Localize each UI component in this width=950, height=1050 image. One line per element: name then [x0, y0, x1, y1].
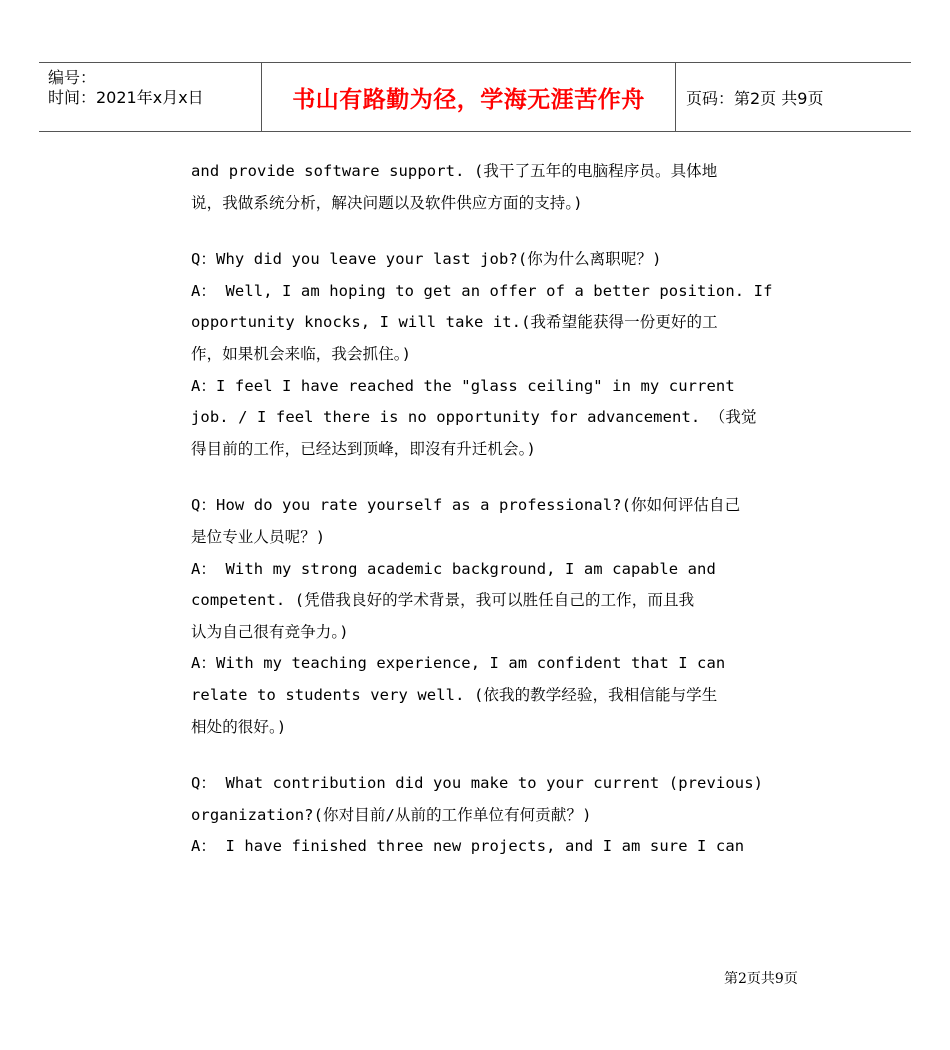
question-line: Q：Why did you leave your last job?(你为什么离职呢？) — [191, 250, 662, 269]
body-line: 认为自己很有竞争力。) — [191, 622, 349, 641]
body-line: competent. (凭借我良好的学术背景，我可以胜任自己的工作，而且我 — [191, 591, 695, 610]
document-body — [191, 156, 771, 863]
paragraph-gap — [191, 465, 771, 490]
body-line: 作，如果机会来临，我会抓住。) — [191, 344, 412, 363]
answer-line: A： Well, I am hoping to get an offer of a better position. If — [191, 281, 773, 300]
answer-line: A：I feel I have reached the "glass ceiling" in my current — [191, 376, 735, 395]
header-meta-cell — [39, 63, 261, 131]
header-motto-cell — [261, 63, 676, 131]
paragraph-gap — [191, 219, 771, 244]
header-motto: 书山有路勤为径，学海无涯苦作舟 — [292, 86, 645, 113]
header-page-cell — [676, 63, 911, 131]
body-line: relate to students very well. (依我的教学经验，我相信能与学生 — [191, 685, 718, 704]
body-line: organization?(你对目前/从前的工作单位有何贡献？) — [191, 805, 592, 824]
document-header — [39, 62, 911, 132]
question-line: Q：How do you rate yourself as a professional?(你如何评估自己 — [191, 496, 741, 515]
body-line: 说，我做系统分析，解决问题以及软件供应方面的支持。) — [191, 193, 583, 212]
body-line: 得目前的工作，已经达到顶峰，即沒有升迁机会。) — [191, 439, 536, 458]
question-line: Q： What contribution did you make to your current (previous) — [191, 774, 764, 793]
document-number-label: 编号： — [48, 68, 97, 87]
body-line: 是位专业人员呢？) — [191, 527, 326, 546]
answer-line: A：With my teaching experience, I am confident that I can — [191, 654, 726, 673]
body-line: job. / I feel there is no opportunity for advancement. （我觉 — [191, 408, 757, 427]
answer-line: A： I have finished three new projects, and I am sure I can — [191, 837, 745, 856]
footer-page-number: 第2页共9页 — [724, 971, 798, 987]
answer-line: A： With my strong academic background, I am capable and — [191, 559, 716, 578]
body-line: opportunity knocks, I will take it.(我希望能获得一份更好的工 — [191, 313, 718, 332]
header-page-number: 页码：第2页 共9页 — [686, 88, 824, 108]
document-date: 时间：2021年x月x日 — [48, 88, 204, 107]
body-line: and provide software support. (我干了五年的电脑程序员。具体地 — [191, 162, 718, 180]
paragraph-gap — [191, 743, 771, 768]
body-line: 相处的很好。) — [191, 717, 287, 736]
